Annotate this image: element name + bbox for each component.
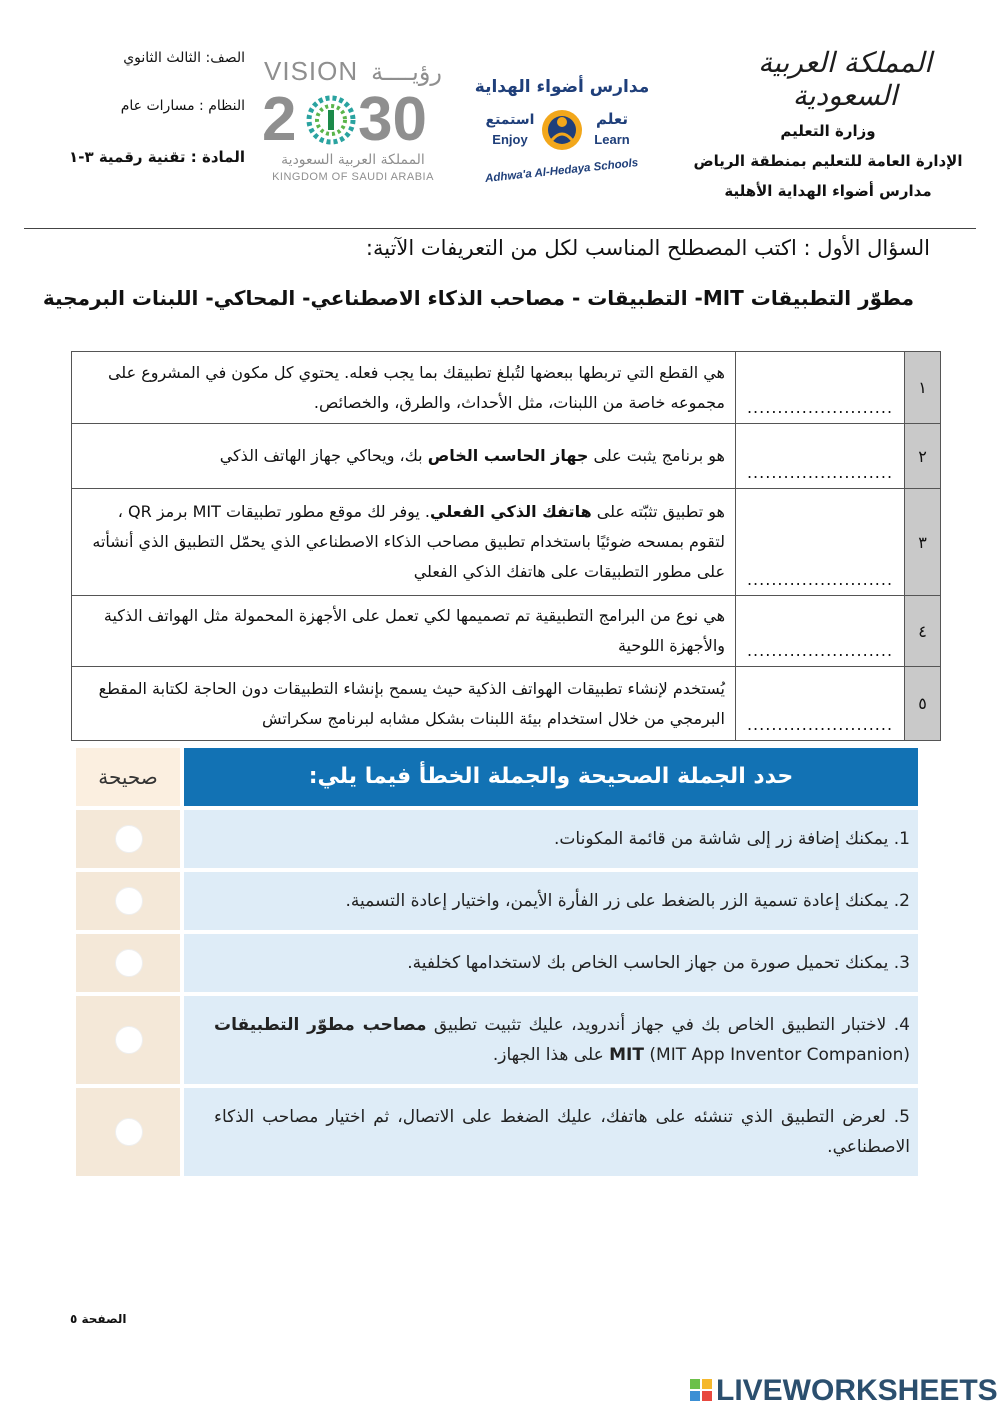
table-row — [72, 352, 941, 424]
statement-row-1 — [76, 810, 918, 868]
definition-text-part: بك، ويحاكي جهاز الهاتف الذكي — [219, 446, 428, 465]
definition-text: هي نوع من البرامج التطبيقية تم تصميمها لكي تعمل على الأجهزة المحمولة مثل الهواتف الذكية والأجهزة اللوحية — [72, 596, 736, 667]
true-radio-4[interactable] — [115, 1026, 143, 1054]
statement-text: يمكنك إعادة تسمية الزر بالضغط على زر الفأرة الأيمن، واختيار إعادة التسمية. — [345, 891, 889, 911]
statement-row-5 — [76, 1088, 918, 1176]
statement-4 — [184, 996, 918, 1084]
vision-2030-graphic — [258, 50, 448, 190]
vision-year-left: 2 — [262, 85, 297, 154]
administration-name: الإدارة العامة للتعليم بمنطقة الرياض — [693, 152, 963, 170]
table-row — [72, 667, 941, 741]
definition-text: هي القطع التي تربطها ببعضها لتُبلغ تطبيقك بما يجب فعله. يحتوي كل مكون في المشروع على مجموعه خاصة من اللبنات، مثل الأحداث، والطرق، والخصائص. — [72, 352, 736, 424]
true-radio-2[interactable] — [115, 887, 143, 915]
vision-2030-logo — [258, 50, 448, 190]
subject-label: المادة : تقنية رقمية ٣-١ — [69, 148, 245, 166]
answer-blank-2[interactable]: ........................ — [736, 424, 905, 489]
definition-text-bold: جهاز الحاسب الخاص — [427, 446, 589, 465]
answer-blank-1[interactable]: ........................ — [736, 352, 905, 424]
ministry-name: وزارة التعليم — [780, 122, 876, 140]
statement-number: 4. — [893, 1015, 910, 1035]
logo-learn-ar: تعلم — [596, 110, 628, 128]
true-radio-5[interactable] — [115, 1118, 143, 1146]
statement-row-3 — [76, 934, 918, 992]
true-column-label: صحيحة — [76, 748, 180, 806]
answer-cell — [76, 1088, 180, 1176]
kingdom-calligraphy-logo: المملكة العربية السعودية — [758, 46, 932, 112]
statement-2 — [184, 872, 918, 930]
true-false-title: حدد الجملة الصحيحة والجملة الخطأ فيما يلي: — [184, 748, 918, 806]
statement-text: (MIT App Inventor Companion) على هذا الجهاز. — [492, 1045, 910, 1065]
page-number: الصفحة ٥ — [70, 1312, 127, 1326]
row-number: ٣ — [905, 489, 941, 596]
table-row — [72, 489, 941, 596]
statement-number: 2. — [893, 891, 910, 911]
statement-text: لاختبار التطبيق الخاص بك في جهاز أندرويد، عليك تثبيت تطبيق — [426, 1015, 887, 1035]
vision-emblem-icon — [309, 98, 353, 142]
statement-text: يمكنك إضافة زر إلى شاشة من قائمة المكونات. — [554, 829, 889, 849]
logo-enjoy-ar: استمتع — [485, 112, 535, 128]
row-number: ٤ — [905, 596, 941, 667]
school-name: مدارس أضواء الهداية الأهلية — [724, 182, 932, 200]
vision-kingdom-en: KINGDOM OF SAUDI ARABIA — [272, 171, 434, 183]
true-radio-1[interactable] — [115, 825, 143, 853]
vision-year-right: 30 — [358, 85, 427, 154]
definition-text-part: هو برنامج يثبت على — [588, 446, 725, 465]
statement-1 — [184, 810, 918, 868]
vision-kingdom-ar: المملكة العربية السعودية — [281, 152, 425, 168]
definition-text-bold: هاتفك الذكي الفعلي — [430, 502, 592, 521]
ministry-block — [678, 116, 978, 206]
definition-text — [72, 424, 736, 489]
table-row — [72, 424, 941, 489]
statement-text: يمكنك تحميل صورة من جهاز الحاسب الخاص بك لاستخدامها كخلفية. — [407, 953, 889, 973]
definitions-table — [71, 351, 941, 741]
vision-en: VISION — [264, 56, 359, 86]
statement-number: 3. — [893, 953, 910, 973]
school-logo-arabic-name: مدارس أضواء الهداية — [474, 77, 650, 97]
statement-5 — [184, 1088, 918, 1176]
answer-blank-4[interactable]: ........................ — [736, 596, 905, 667]
system-label: النظام : مسارات عام — [120, 98, 245, 114]
definition-text-part: . يوفر لك موقع مطور تطبيقات MIT برمز QR ، لتقوم بمسحه ضوئيًا باستخدام تطبيق مصاحب الذكاء الاصطناعي الذي يحمّل التطبيق الذي أنشأته على مطور التطبيقات على هاتفك الذكي الفعلي — [92, 502, 725, 581]
true-radio-3[interactable] — [115, 949, 143, 977]
statement-row-2 — [76, 872, 918, 930]
vision-ar: رؤيــــة — [371, 58, 442, 86]
header-divider — [24, 228, 976, 229]
definition-text: يُستخدم لإنشاء تطبيقات الهواتف الذكية حيث يسمح بإنشاء التطبيقات دون الحاجة لكتابة المقطع البرمجي من خلال استخدام بيئة اللبنات بشكل مشابه لبرنامج سكراتش — [72, 667, 736, 741]
question1-terms: مطوّر التطبيقات MIT- التطبيقات - مصاحب الذكاء الاصطناعي- المحاكي- اللبنات البرمجية — [42, 286, 914, 310]
statement-row-4 — [76, 996, 918, 1084]
answer-cell — [76, 810, 180, 868]
logo-enjoy-en: Enjoy — [492, 132, 528, 147]
statement-text-bold: مصاحب مطوّر التطبيقات MIT — [214, 1015, 644, 1065]
row-number: ١ — [905, 352, 941, 424]
row-number: ٢ — [905, 424, 941, 489]
definition-text-part: هو تطبيق تثبّته على — [591, 502, 725, 521]
answer-cell — [76, 996, 180, 1084]
answer-cell — [76, 872, 180, 930]
liveworksheets-brand[interactable] — [690, 1373, 998, 1409]
school-logo — [462, 66, 662, 186]
statement-number: 1. — [893, 829, 910, 849]
definition-text — [72, 489, 736, 596]
table-row — [72, 596, 941, 667]
grade-label: الصف: الثالث الثانوي — [123, 50, 245, 66]
liveworksheets-wordmark: LIVEWORKSHEETS — [716, 1374, 998, 1407]
statement-number: 5. — [893, 1107, 910, 1127]
row-number: ٥ — [905, 667, 941, 741]
liveworksheets-logo-icon — [690, 1379, 712, 1401]
answer-blank-3[interactable]: ........................ — [736, 489, 905, 596]
school-logo-graphic — [462, 66, 662, 186]
statement-text: لعرض التطبيق الذي تنشئه على هاتفك، عليك الضغط على الاتصال، ثم اختيار مصاحب الذكاء الاصطناعي. — [214, 1107, 910, 1157]
logo-english-name: Adhwa'a Al-Hedaya Schools — [484, 157, 639, 186]
answer-cell — [76, 934, 180, 992]
question1-title: السؤال الأول : اكتب المصطلح المناسب لكل من التعريفات الآتية: — [365, 236, 930, 260]
logo-learn-en: Learn — [594, 132, 630, 147]
statement-3 — [184, 934, 918, 992]
answer-blank-5[interactable]: ........................ — [736, 667, 905, 741]
